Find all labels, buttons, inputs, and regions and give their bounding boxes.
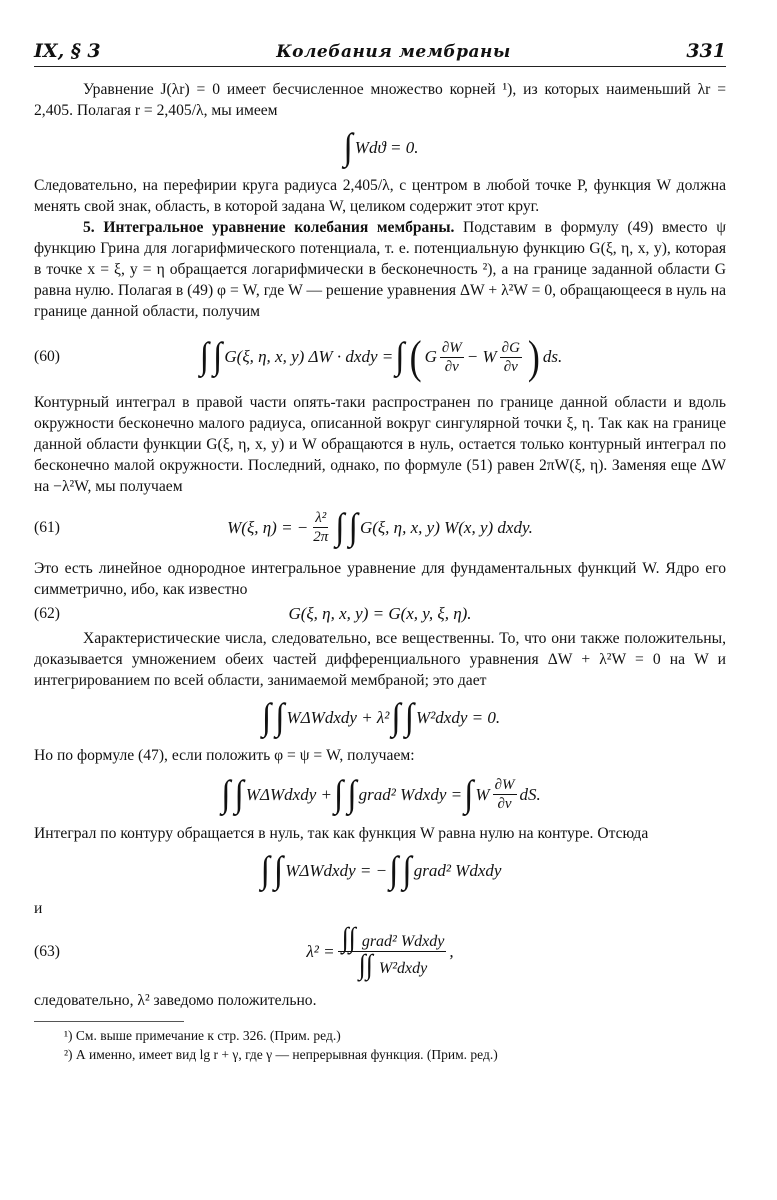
integral-sign: ∫ <box>343 127 353 168</box>
paragraph-5: Это есть линейное однородное интегральное уравнение для фундаментальных функций W. Ядро его симметрично, ибо, как известно <box>34 560 726 598</box>
fraction: $\frac{\text{∫∫ grad² Wdxdy}}{\text{∫∫ W²dxdy}}$ <box>338 925 447 978</box>
equation-60: (60) ∫ ∫ G(ξ, η, x, y) ΔW · dxdy = ∫ ( G $\frac{\partial W}{\partial\nu}$ − W $\frac{\partial G}{\partial\nu}$ ) ds. <box>34 331 563 383</box>
paragraph-7: Но по формуле (47), если положить φ = ψ = W, получаем: <box>34 747 415 764</box>
header-title: Колебания мембраны <box>276 42 511 62</box>
paragraph-3-text: Подставим в формулу (49) вместо ψ функцию Грина для логарифмического потенциала, т. е. потенциальную функцию G(ξ, η, x, y), которая в точке x = ξ, y = η обращается логарифмически в бесконечность ²), а на границе заданной области G равна нулю. Полагая в (49) φ = W, где W — решение уравнения ΔW + λ²W = 0, обращающееся в нуль на границе данной области, получим <box>34 219 726 320</box>
integral-sign: ∫ <box>199 336 210 377</box>
integral-sign: ∫ <box>334 773 344 815</box>
integral-sign: ∫ <box>389 850 399 891</box>
paragraph-4: Контурный интеграл в правой части опять-таки распространен по границе данной области и вдоль окружности бесконечно малого радиуса, описанной вокруг сингулярной точки ξ, η. Так как на границе данной области функции G(ξ, η, x, y) и W обращаются в нуль, остается только контурный интеграл по бесконечно малой окружности. Последний, однако, по формуле (51) равен 2πW(ξ, η). Заменяя еще ΔW на −λ²W, мы получаем <box>34 394 726 495</box>
conjunction: и <box>34 900 43 917</box>
integral-sign: ∫∫ <box>358 948 373 981</box>
equation-61: (61) W(ξ, η) = − $\frac{\text{λ²}}{2\pi}$ ∫ ∫ G(ξ, η, x, y) W(x, y) dxdy. <box>34 506 533 548</box>
paragraph-8: Интеграл по контуру обращается в нуль, так как функция W равна нулю на контуре. Отсюда <box>34 825 649 842</box>
integral-sign: ∫ <box>464 773 474 815</box>
paragraph-3 <box>34 217 726 322</box>
integral-sign: ∫ <box>273 850 284 891</box>
integral-sign: ∫ <box>348 506 358 548</box>
fraction: $\frac{\partial G}{\partial\nu}$ <box>501 339 520 375</box>
integral-sign: ∫ <box>395 336 405 377</box>
equation-unnumbered-c: ∫ ∫ WΔWdxdy + ∫ ∫ grad² Wdxdy = ∫ W $\frac{\partial W}{\partial\nu}$ dS. <box>221 773 541 815</box>
integral-sign: ∫ <box>260 850 270 891</box>
integral-sign: ∫ <box>404 697 415 738</box>
integral-sign: ∫ <box>234 773 244 815</box>
page <box>34 40 726 1064</box>
paragraph-9: следовательно, λ² заведомо положительно. <box>34 992 317 1009</box>
integral-sign: ∫ <box>261 697 272 738</box>
paragraph-6: Характеристические числа, следовательно, все вещественны. То, что они также положительны, доказывается умножением обеих частей дифференциального уравнения ΔW + λ²W = 0 на W и интегрированием по всей области, занимаемой мембраной; это дает <box>34 630 726 689</box>
footnote-1: ¹) См. выше примечание к стр. 326. (Прим. ред.) <box>64 1028 341 1043</box>
fraction: $\frac{\text{λ²}}{2\pi}$ <box>313 510 329 545</box>
equation-number: (62) <box>34 605 60 622</box>
integral-sign: ∫ <box>402 850 412 891</box>
footnotes <box>34 1026 726 1064</box>
paragraph-2: Следовательно, на перефирии круга радиуса 2,405/λ, с центром в любой точке P, функция W должна менять свой знак, область, в которой задана W, целиком содержит этот круг. <box>34 177 726 215</box>
running-header <box>34 40 726 67</box>
header-section: IX, § 3 <box>34 40 101 62</box>
equation-unnumbered-d: ∫ ∫ WΔWdxdy = − ∫ ∫ grad² Wdxdy <box>260 850 502 891</box>
equation-number: (60) <box>34 348 60 365</box>
equation-number: (63) <box>34 942 60 960</box>
integral-sign: ∫ <box>221 773 231 815</box>
header-page-number: 331 <box>686 40 726 62</box>
footnote-divider <box>34 1021 184 1022</box>
equation-number: (61) <box>34 518 60 536</box>
paragraph-1: Уравнение J(λr) = 0 имеет бесчисленное множество корней ¹), из которых наименьший λr = 2,405. Полагая r = 2,405/λ, мы имеем <box>34 81 726 119</box>
footnote-2: ²) А именно, имеет вид lg r + γ, где γ — непрерывная функция. (Прим. ред.) <box>64 1047 498 1062</box>
integral-sign: ∫ <box>391 697 401 738</box>
section-heading: 5. Интегральное уравнение колебания мембраны. <box>83 219 455 236</box>
integral-sign: ∫ <box>213 336 223 377</box>
integral-sign: ∫ <box>335 506 345 548</box>
equation-63: (63) λ² = $\frac{\text{∫∫ grad² Wdxdy}}{\text{∫∫ W²dxdy}}$ , <box>34 921 454 981</box>
equation-a-body: Wdϑ = 0. <box>354 138 419 157</box>
fraction: $\frac{\partial W}{\partial\nu}$ <box>494 777 515 812</box>
equation-unnumbered-b: ∫ ∫ WΔWdxdy + λ² ∫ ∫ W²dxdy = 0. <box>261 697 501 738</box>
equation-62: (62) G(ξ, η, x, y) = G(x, y, ξ, η). <box>34 604 472 623</box>
fraction: $\frac{\partial W}{\partial\nu}$ <box>441 339 462 375</box>
integral-sign: ∫∫ <box>341 921 356 954</box>
integral-sign: ∫ <box>275 697 285 738</box>
equation-unnumbered-a <box>34 127 726 168</box>
equation-60-lhs: G(ξ, η, x, y) ΔW · dxdy = <box>224 347 394 366</box>
integral-sign: ∫ <box>347 773 357 815</box>
